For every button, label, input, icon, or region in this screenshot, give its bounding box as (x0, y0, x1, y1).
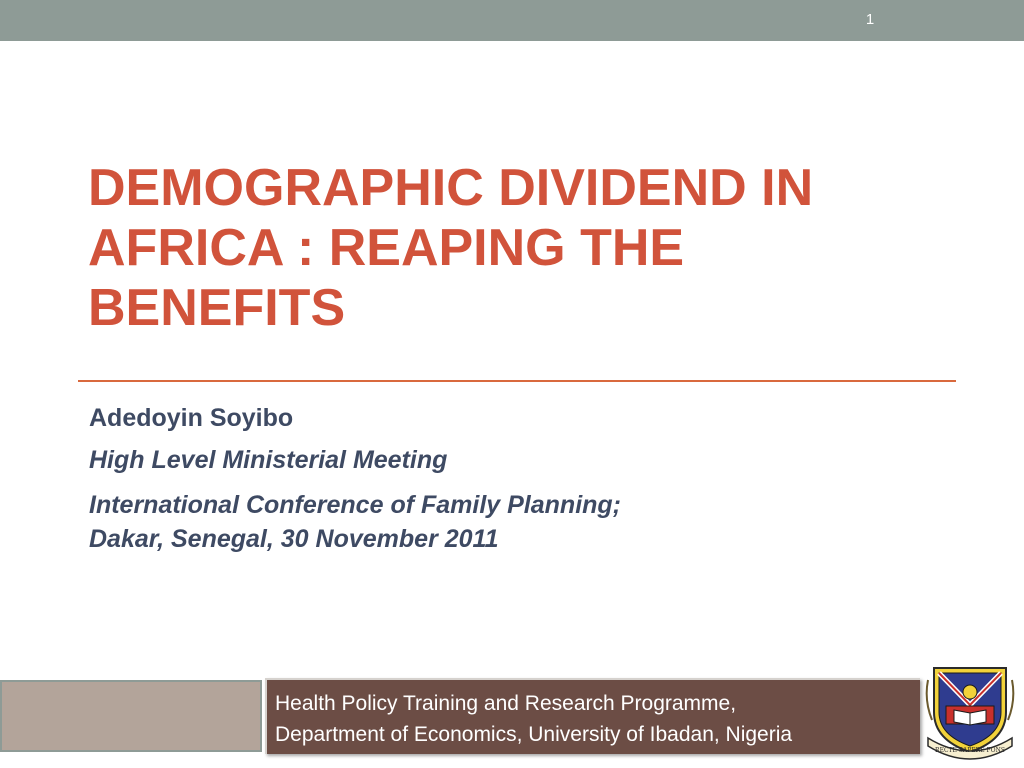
meeting-name: High Level Ministerial Meeting (89, 446, 448, 474)
slide-title (88, 158, 968, 338)
footer-box (265, 678, 920, 754)
footer-accent-box (0, 680, 262, 752)
top-bar (0, 0, 1024, 41)
title-line-1: DEMOGRAPHIC DIVIDEND IN (88, 159, 814, 217)
conference-line-2: Dakar, Senegal, 30 November 2011 (89, 525, 499, 553)
conference-info (89, 488, 909, 556)
university-crest-icon (924, 660, 1016, 760)
title-divider (78, 380, 956, 382)
footer-line-1: Health Policy Training and Research Programme, (275, 692, 737, 715)
footer-line-2: Department of Economics, University of Ibadan, Nigeria (275, 723, 793, 746)
conference-line-1: International Conference of Family Planning; (89, 491, 622, 519)
crest-motto: RECTE SAPERE FONS (935, 747, 1005, 754)
title-line-2: AFRICA : REAPING THE (88, 219, 685, 277)
subtitle (89, 402, 909, 556)
author-name: Adedoyin Soyibo (89, 404, 294, 432)
slide-number: 1 (865, 11, 875, 28)
title-line-3: BENEFITS (88, 279, 346, 337)
